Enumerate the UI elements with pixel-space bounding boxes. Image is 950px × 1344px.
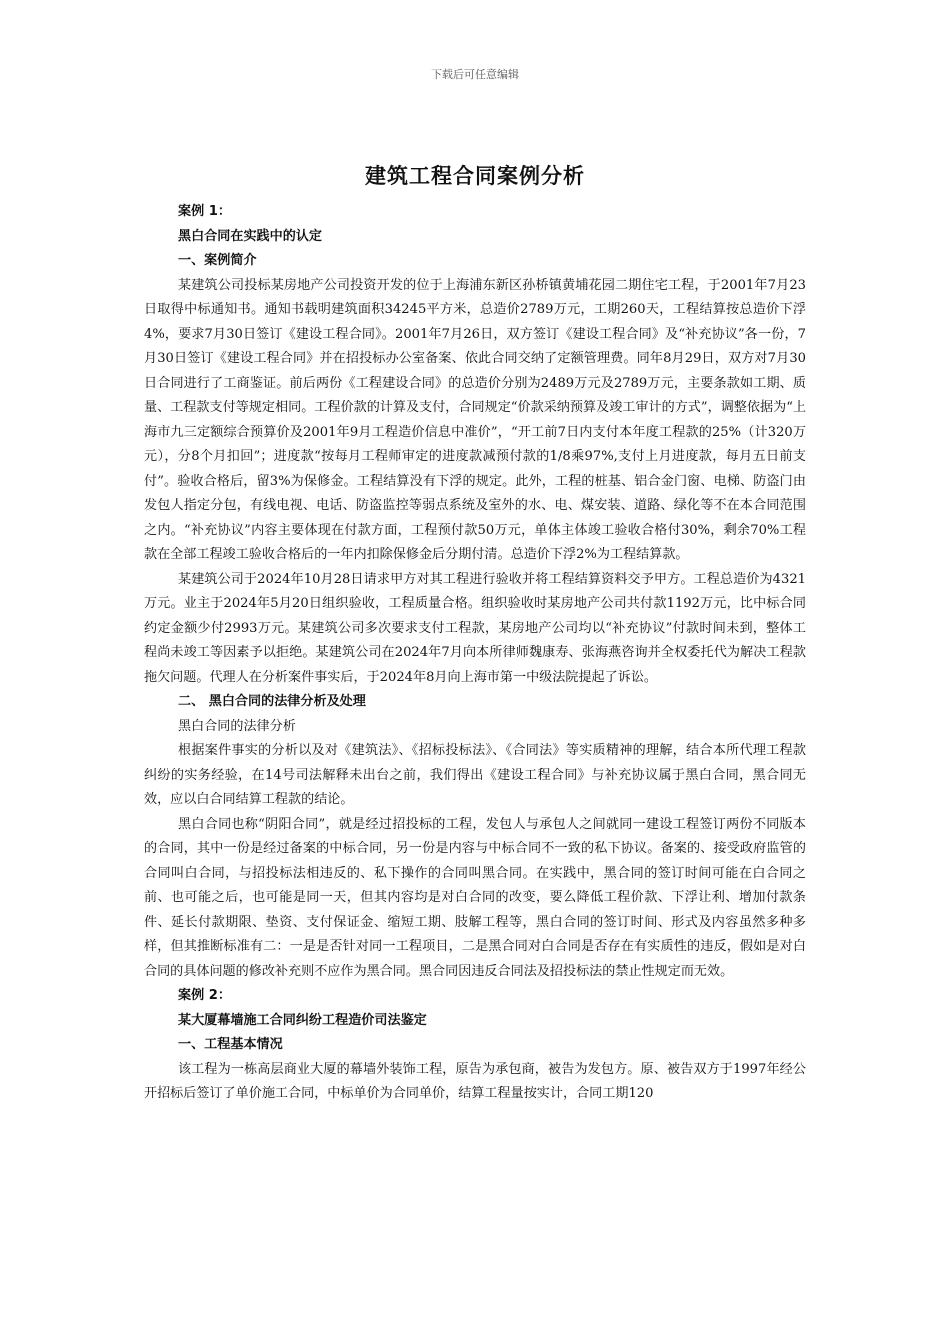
header-note: 下载后可任意编辑 <box>431 68 519 81</box>
case1-paragraph-2: 某建筑公司于2024年10月28日请求甲方对其工程进行验收并将工程结算资料交予甲方。工程总造价为4321万元。业主于2024年5月20日组织验收，工程质量合格。组织验收时某房地产公司共付款1192万元，比中标合同约定金额少付2993万元。某建筑公司多次要求支付工程款，某房地产公司均以“补充协议”付款时间未到，整体工程尚未竣工等因素予以拒绝。某建筑公司在2024年7月向本所律师魏康寿、张海燕咨询并全权委托代为解决工程款拖欠问题。代理人在分析案件事实后，于2024年8月向上海市第一中级法院提起了诉讼。 <box>144 571 806 685</box>
case1-subtitle: 黑白合同在实践中的认定 <box>178 228 323 244</box>
case1-section1-heading: 一、案例简介 <box>178 253 257 268</box>
case1-paragraph-3: 根据案件事实的分析以及对《建筑法》、《招标投标法》、《合同法》等实质精神的理解，结合本所代理工程款纠纷的实务经验，在14号司法解释未出台之前，我们得出《建设工程合同》与补充协议属于黑白合同，黑合同无效，应以白合同结算工程款的结论。 <box>144 743 806 807</box>
document-title: 建筑工程合同案例分析 <box>365 164 585 188</box>
case1-label: 案例 1： <box>178 204 231 219</box>
case2-section1-heading: 一、工程基本情况 <box>178 1037 283 1052</box>
case1-paragraph-4: 黑白合同也称“阴阳合同”，就是经过招投标的工程，发包人与承包人之间就同一建设工程签订两份不同版本的合同，其中一份是经过备案的中标合同，另一份是内容与中标合同不一致的私下协议。备案的、接受政府监管的合同叫白合同，与招投标法相违反的、私下操作的合同叫黑合同。在实践中，黑合同的签订时间可能在白合同之前、也可能之后，也可能是同一天，但其内容均是对白合同的改变，要么降低工程价款、下浮让利、增加付款条件、延长付款期限、垫资、支付保证金、缩短工期、肢解工程等，黑白合同的签订时间、形式及内容虽然多种多样，但其推断标准有二：一是是否针对同一工程项目，二是黑合同对白合同是否存在有实质性的违反，假如是对白合同的具体问题的修改补充则不应作为黑合同。黑合同因违反合同法及招投标法的禁止性规定而无效。 <box>144 816 806 979</box>
case2-label: 案例 2： <box>178 988 231 1003</box>
case1-section2-heading: 二、 黑白合同的法律分析及处理 <box>178 694 366 709</box>
case2-subtitle: 某大厦幕墙施工合同纠纷工程造价司法鉴定 <box>178 1012 427 1028</box>
case2-paragraph-1: 该工程为一栋高层商业大厦的幕墙外装饰工程，原告为承包商，被告为发包方。原、被告双方于1997年经公开招标后签订了单价施工合同，中标单价为合同单价，结算工程量按实计，合同工期120 <box>144 1061 806 1101</box>
case1-section2-subheading: 黑白合同的法律分析 <box>178 718 296 734</box>
case1-paragraph-1: 某建筑公司投标某房地产公司投资开发的位于上海浦东新区孙桥镇黄埔花园二期住宅工程，于2001年7月23日取得中标通知书。通知书载明建筑面积34245平方米，总造价2789万元，工期260天，工程结算按总造价下浮4%，要求7月30日签订《建设工程合同》。2001年7月26日，双方签订《建设工程合同》及“补充协议”各一份，7月30日签订《建设工程合同》并在招投标办公室备案、依此合同交纳了定额管理费。同年8月29日，双方对7月30日合同进行了工商鉴证。前后两份《工程建设合同》的总造价分别为2489万元及2789万元，主要条款如工期、质量、工程款支付等规定相同。工程价款的计算及支付，合同规定“价款采纳预算及竣工审计的方式”，调整依据为“上海市九三定额综合预算价及2001年9月工程造价信息中准价”，“开工前7日内支付本年度工程款的25%（计320万元），分8个月扣回”；进度款“按每月工程师审定的进度款减预付款的1/8乘97%,支付上月进度款，每月五日前支付”。验收合格后，留3%为保修金。工程结算没有下浮的规定。此外，工程的桩基、铝合金门窗、电梯、防盗门由发包人指定分包，有线电视、电话、防盗监控等弱点系统及室外的水、电、煤安装、道路、绿化等不在本合同范围之内。“补充协议”内容主要体现在付款方面，工程预付款50万元，单体主体竣工验收合格付30%，剩余70%工程款在全部工程竣工验收合格后的一年内扣除保修金后分期付清。总造价下浮2%为工程结算款。 <box>144 277 806 562</box>
document-body <box>144 200 806 1107</box>
